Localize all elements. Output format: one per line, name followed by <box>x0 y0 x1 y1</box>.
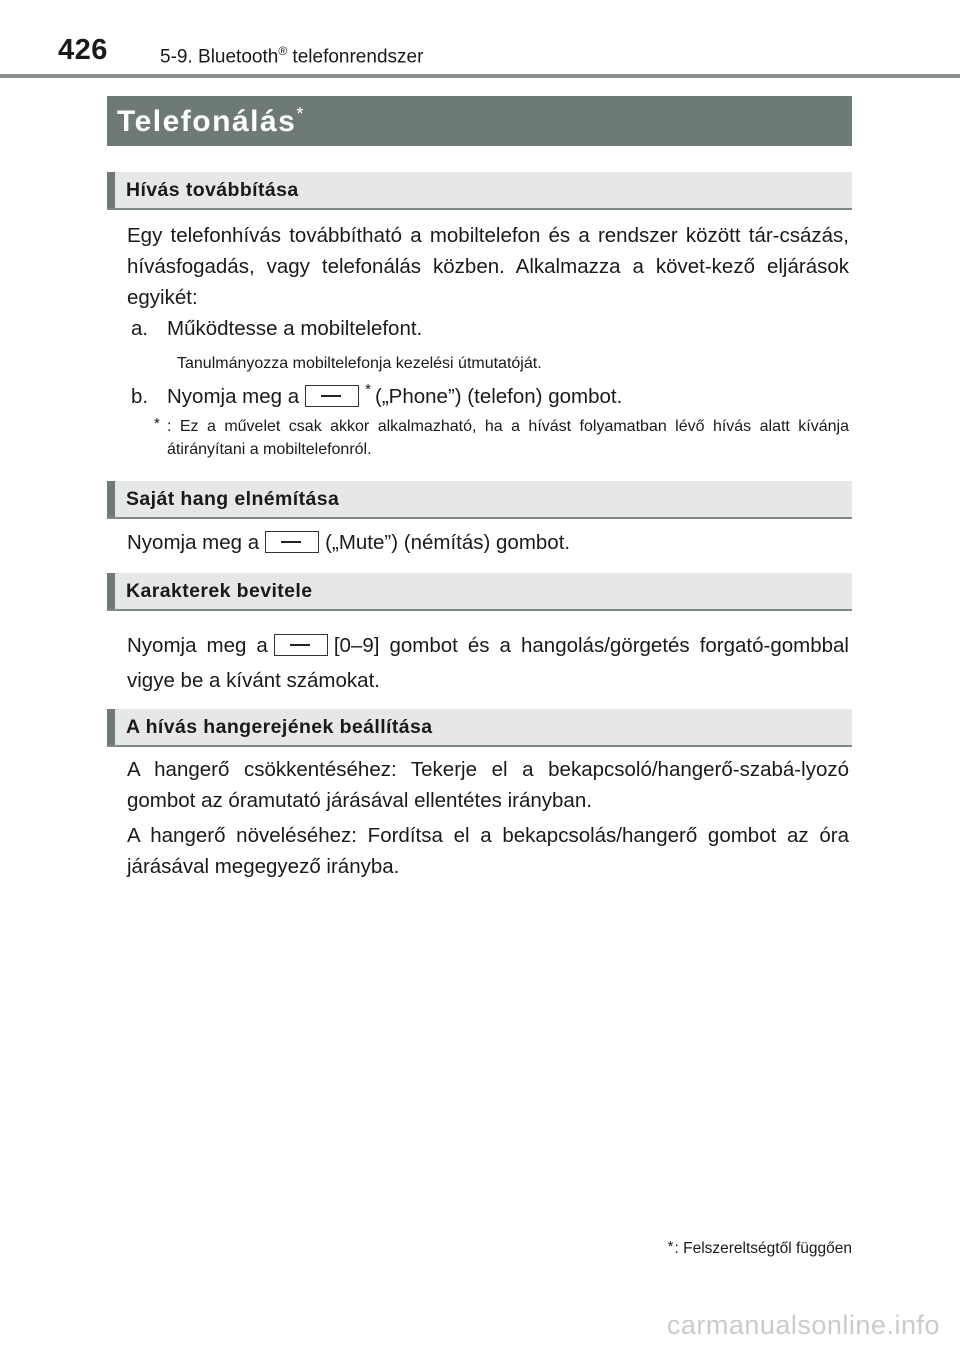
section-heading-mute <box>107 481 852 519</box>
mute-instruction <box>127 527 849 558</box>
page-number: 426 <box>58 34 108 66</box>
keypad-button-icon <box>274 634 328 656</box>
step-b-before: Nyomja meg a <box>167 385 300 408</box>
section-heading-volume <box>107 709 852 747</box>
volume-increase: A hangerő növeléséhez: Fordítsa el a bekapcsolás/hangerő gombot az óra járásával megegyező irányba. <box>127 824 849 878</box>
chars-before: Nyomja meg a <box>127 634 268 657</box>
section-heading-text: Saját hang elnémítása <box>126 488 340 510</box>
volume-decrease: A hangerő csökkentéséhez: Tekerje el a bekapcsoló/hangerő-szabá-lyozó gombot az óramutató járásával ellentétes irányban. <box>127 758 849 812</box>
page-title-text: Telefonálás <box>117 105 297 138</box>
mute-before: Nyomja meg a <box>127 531 260 554</box>
step-b-asterisk: * <box>365 381 372 398</box>
section-heading-text: A hívás hangerejének beállítása <box>126 716 433 738</box>
footnote-text: : Ez a művelet csak akkor alkalmazható, ha a hívást folyamatban lévő hívás alatt kívánja átirányítani a mobiltelefonról. <box>167 418 849 458</box>
footnote-asterisk: * <box>154 415 160 432</box>
title-bar <box>107 96 852 146</box>
bottom-note-text: : Felszereltségtől függően <box>674 1240 852 1257</box>
chapter-prefix: 5-9. Bluetooth <box>160 46 279 68</box>
step-a-text: Működtesse a mobiltelefont. <box>167 317 423 340</box>
bottom-footnote <box>668 1240 852 1258</box>
step-a-label: a. <box>131 317 149 340</box>
step-b-label: b. <box>131 385 149 408</box>
page-title <box>117 104 303 139</box>
section-heading-forward <box>107 172 852 210</box>
step-a-note: Tanulmányozza mobiltelefonja kezelési útmutatóját. <box>177 355 542 372</box>
chars-instruction <box>127 628 849 698</box>
section-heading-chars <box>107 573 852 611</box>
mute-button-icon <box>265 531 319 553</box>
bottom-asterisk: * <box>667 1238 674 1255</box>
section-heading-text: Hívás továbbítása <box>126 179 299 201</box>
chars-after: [0–9] gombot és a hangolás/görgetés forgató-gombbal vigye be a kívánt számokat. <box>127 634 849 692</box>
chapter-suffix: telefonrendszer <box>287 46 424 68</box>
title-asterisk: * <box>296 104 304 124</box>
section-heading-text: Karakterek bevitele <box>126 580 313 602</box>
forward-intro: Egy telefonhívás továbbítható a mobiltelefon és a rendszer között tár-csázás, hívásfogadás, vagy telefonálás közben. Alkalmazza a követ-kező eljárások egyikét: <box>127 224 849 309</box>
step-a <box>131 313 853 344</box>
mute-after: („Mute”) (némítás) gombot. <box>325 531 571 554</box>
watermark: carmanualsonline.info <box>666 1310 940 1340</box>
step-b <box>131 381 853 414</box>
registered-mark: ® <box>278 44 288 58</box>
header-divider <box>0 74 960 78</box>
chapter-title <box>160 44 423 68</box>
step-b-after: („Phone”) (telefon) gombot. <box>375 385 623 408</box>
phone-button-icon <box>305 385 359 407</box>
